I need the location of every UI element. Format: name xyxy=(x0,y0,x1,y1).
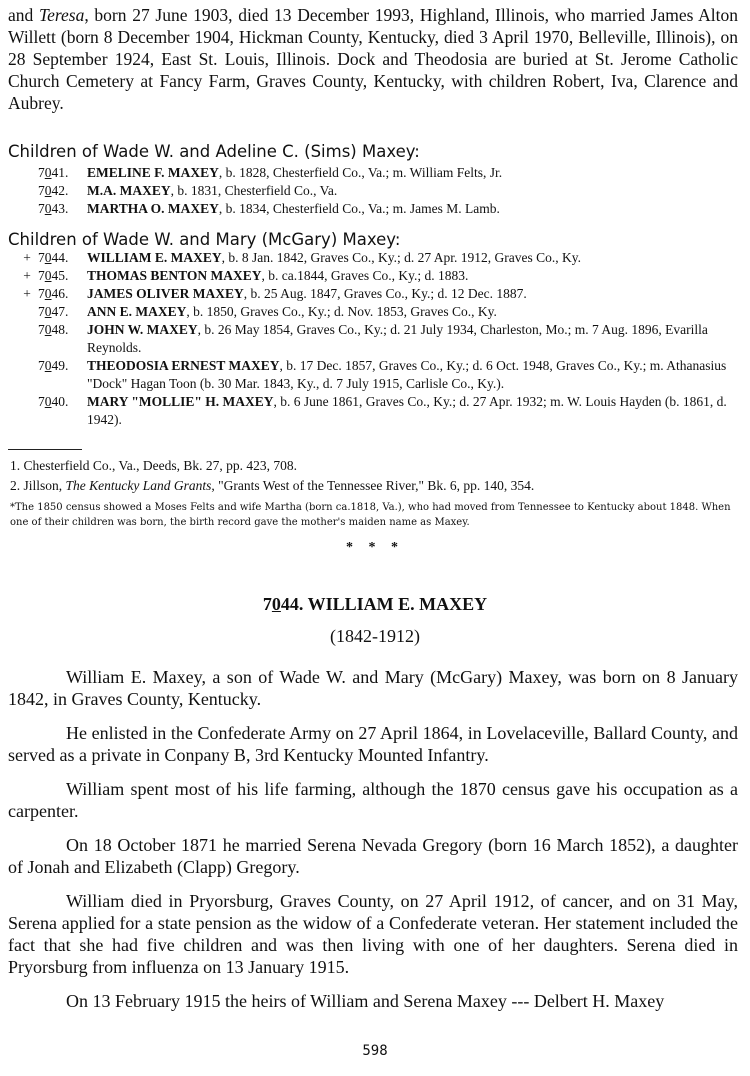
article-title-post: 44. WILLIAM E. MAXEY xyxy=(280,594,488,614)
footnote-rule xyxy=(8,449,82,450)
children-heading-sims: Children of Wade W. and Adeline C. (Sims) Maxey: xyxy=(8,142,420,161)
child-details: , b. 1834, Chesterfield Co., Va.; m. James M. Lamb. xyxy=(218,201,500,216)
child-name: ANN E. MAXEY xyxy=(87,304,187,319)
child-number: 7049. xyxy=(38,358,69,373)
child-name: JAMES OLIVER MAXEY xyxy=(87,286,244,301)
child-entry xyxy=(0,393,740,429)
children-list-sims xyxy=(0,164,740,218)
child-name: THOMAS BENTON MAXEY xyxy=(87,268,262,283)
child-name: WILLIAM E. MAXEY xyxy=(87,250,222,265)
child-number: 7044. xyxy=(38,250,69,265)
footnote: 1. Chesterfield Co., Va., Deeds, Bk. 27, pp. 423, 708. xyxy=(10,458,297,473)
census-note: *The 1850 census showed a Moses Felts and wife Martha (born ca.1818, Va.), who had moved from Tennessee to Kentucky about 1848. When one of their children was born, the birth record gave the mother's maiden name as Maxey. xyxy=(10,502,731,528)
child-entry xyxy=(0,200,740,218)
article-dates: (1842-1912) xyxy=(330,626,420,646)
intro-italic-name: Teresa xyxy=(38,5,85,25)
child-number: 7045. xyxy=(38,268,69,283)
child-name: MARTHA O. MAXEY xyxy=(87,201,219,216)
child-name: MARY "MOLLIE" H. MAXEY xyxy=(87,394,274,409)
child-details: , b. 1831, Chesterfield Co., Va. xyxy=(170,183,338,198)
child-number: 7042. xyxy=(38,183,69,198)
child-details: , b. 6 June 1861, Graves Co., Ky.; d. 27 Apr. 1932; m. W. Louis Hayden (b. 1861, d. 1942). xyxy=(87,394,727,427)
article-body xyxy=(8,666,738,1024)
child-name: EMELINE F. MAXEY xyxy=(87,165,219,180)
child-entry xyxy=(0,321,740,357)
child-details: , b. 1828, Chesterfield Co., Va.; m. William Felts, Jr. xyxy=(218,165,503,180)
child-number: 7041. xyxy=(38,165,69,180)
child-details: , b. 17 Dec. 1857, Graves Co., Ky.; d. 6 Oct. 1948, Graves Co., Ky.; m. Athanasius "Dock" Hagan Toon (b. 30 Mar. 1843, Ky., d. 7 July 1915, Carlisle Co., Ky.). xyxy=(87,358,727,391)
child-details: , b. 25 Aug. 1847, Graves Co., Ky.; d. 12 Dec. 1887. xyxy=(243,286,527,301)
child-entry xyxy=(0,267,740,285)
child-details: , b. ca.1844, Graves Co., Ky.; d. 1883. xyxy=(261,268,469,283)
child-number: 7043. xyxy=(38,201,69,216)
child-entry xyxy=(0,182,740,200)
child-entry xyxy=(0,303,740,321)
section-separator: * * * xyxy=(346,540,404,555)
child-number: 7046. xyxy=(38,286,69,301)
children-list-mcgary xyxy=(0,249,740,429)
child-name: JOHN W. MAXEY xyxy=(87,322,198,337)
intro-rest: , born 27 June 1903, died 13 December 1993, Highland, Illinois, who married James Alton Willett (born 8 December 1904, Hickman County, Kentucky, died 3 April 1970, Belleville, Illinois), on 28 September 1924, East St. Louis, Illinois. Dock and Theodosia are buried at St. Jerome Catholic Church Cemetery at Fancy Farm, Graves County, Kentucky, with children Robert, Iva, Clarence and Aubrey. xyxy=(8,5,738,113)
child-number: 7040. xyxy=(38,394,69,409)
child-number: 7047. xyxy=(38,304,69,319)
descendant-mark: + xyxy=(23,286,31,301)
article-title xyxy=(0,594,750,615)
child-entry xyxy=(0,357,740,393)
article-paragraph: William E. Maxey, a son of Wade W. and Mary (McGary) Maxey, was born on 8 January 1842, in Graves County, Kentucky. xyxy=(8,667,738,709)
child-number: 7048. xyxy=(38,322,69,337)
descendant-mark: + xyxy=(23,250,31,265)
child-details: , b. 8 Jan. 1842, Graves Co., Ky.; d. 27 Apr. 1912, Graves Co., Ky. xyxy=(221,250,581,265)
child-name: THEODOSIA ERNEST MAXEY xyxy=(87,358,280,373)
child-details: , b. 1850, Graves Co., Ky.; d. Nov. 1853, Graves Co., Ky. xyxy=(186,304,497,319)
article-paragraph: On 18 October 1871 he married Serena Nevada Gregory (born 16 March 1852), a daughter of Jonah and Elizabeth (Clapp) Gregory. xyxy=(8,835,738,877)
intro-paragraph xyxy=(8,4,738,114)
article-paragraph: He enlisted in the Confederate Army on 27 April 1864, in Lovelaceville, Ballard County, and served as a private in Conpany B, 3rd Kentucky Mounted Infantry. xyxy=(8,723,738,765)
intro-lead: and xyxy=(8,5,39,25)
article-paragraph: William died in Pryorsburg, Graves County, on 27 April 1912, of cancer, and on 31 May, Serena applied for a state pension as the widow of a Confederate veteran. Her statement included the fact that she had five children and was then living with one of her daughters. Serena died in Pryorsburg from influenza on 13 January 1915. xyxy=(8,891,738,977)
child-entry xyxy=(0,164,740,182)
child-entry xyxy=(0,249,740,267)
footnote-title: The Kentucky Land Grants xyxy=(65,478,212,493)
article-title-pre: 7 xyxy=(262,594,272,614)
child-details: , b. 26 May 1854, Graves Co., Ky.; d. 21 July 1934, Charleston, Mo.; m. 7 Aug. 1896, Evarilla Reynolds. xyxy=(87,322,708,355)
article-paragraph: On 13 February 1915 the heirs of William and Serena Maxey --- Delbert H. Maxey xyxy=(66,991,665,1011)
page-number: 598 xyxy=(362,1043,388,1059)
article-paragraph: William spent most of his life farming, although the 1870 census gave his occupation as a carpenter. xyxy=(8,779,738,821)
article-title-underlined: 0 xyxy=(271,594,281,614)
children-heading-mcgary: Children of Wade W. and Mary (McGary) Maxey: xyxy=(8,230,401,249)
footnotes xyxy=(10,456,740,496)
footnote: 2. Jillson, The Kentucky Land Grants, "Grants West of the Tennessee River," Bk. 6, pp. 140, 354. xyxy=(10,478,535,493)
child-name: M.A. MAXEY xyxy=(87,183,171,198)
descendant-mark: + xyxy=(23,268,31,283)
child-entry xyxy=(0,285,740,303)
